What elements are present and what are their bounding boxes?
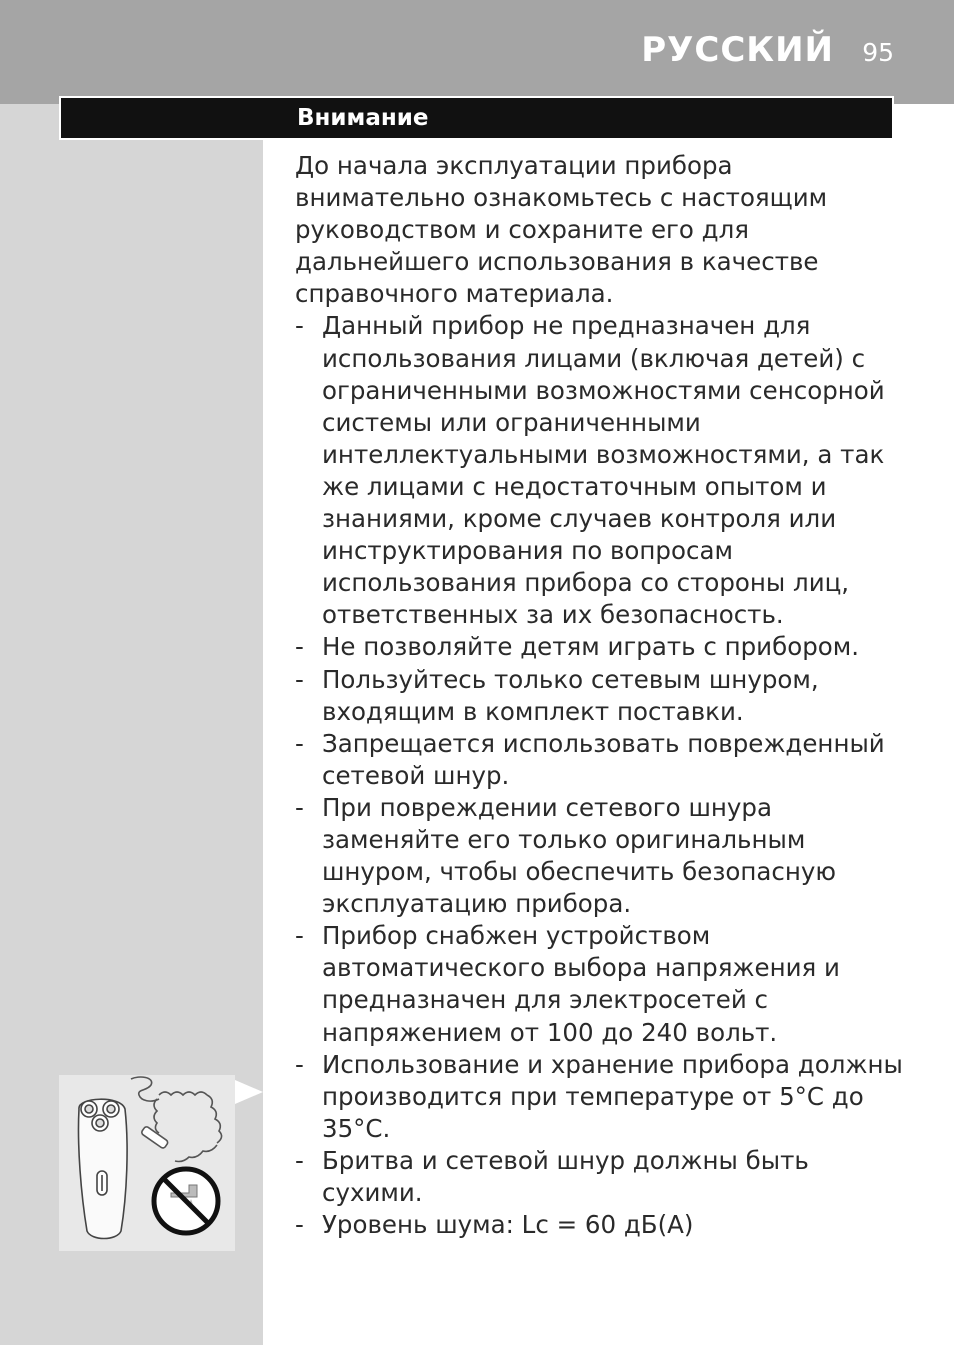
list-dash: -	[295, 921, 304, 951]
list-item-text: Прибор снабжен устройством автоматического выбора напряжения и предназначен для электросетей с напряжением от 100 до 240 вольт.	[322, 921, 840, 1047]
warnings-list	[295, 310, 905, 1241]
list-item-text: Пользуйтесь только сетевым шнуром, входящим в комплект поставки.	[322, 664, 819, 726]
list-item-text: Использование и хранение прибора должны производится при температуре от 5°C до 35°C.	[322, 1049, 903, 1143]
list-dash: -	[295, 1210, 304, 1240]
list-item-text: Данный прибор не предназначен для использования лицами (включая детей) с ограниченными возможностями сенсорной системы или ограниченными интеллектуальными возможностями, а так же лицами с недостаточным опытом и знаниями, кроме случаев контроля или инструктирования по вопросам использования прибора со стороны лиц, ответственных за их безопасность.	[322, 311, 885, 630]
list-item	[295, 1209, 905, 1241]
page-number: 95	[862, 38, 894, 67]
list-item	[295, 1049, 905, 1145]
language-title: РУССКИЙ	[641, 30, 834, 70]
list-dash: -	[295, 664, 304, 694]
list-dash: -	[295, 728, 304, 758]
list-item	[295, 631, 905, 663]
intro-paragraph: До начала эксплуатации прибора внимательно ознакомьтесь с настоящим руководством и сохраните его для дальнейшего использования в качестве справочного материала.	[295, 151, 828, 309]
list-item	[295, 728, 905, 792]
section-title: Внимание	[297, 105, 429, 131]
list-item-text: Бритва и сетевой шнур должны быть сухими.	[322, 1145, 809, 1207]
list-dash: -	[295, 1049, 304, 1079]
section-body	[295, 150, 905, 1241]
list-item-text: Не позволяйте детям играть с прибором.	[322, 632, 860, 662]
no-water-tap-icon	[154, 1169, 218, 1233]
list-item-text: Уровень шума: Lc = 60 дБ(A)	[322, 1210, 694, 1240]
illustration-svg	[59, 1075, 235, 1251]
list-item	[295, 920, 905, 1048]
list-dash: -	[295, 1145, 304, 1175]
list-dash: -	[295, 311, 304, 341]
list-item-text: Запрещается использовать поврежденный сетевой шнур.	[322, 728, 885, 790]
list-dash: -	[295, 792, 304, 822]
shaver-illustration	[59, 1075, 235, 1251]
list-item	[295, 664, 905, 728]
list-item	[295, 792, 905, 920]
coiled-cord-icon	[131, 1077, 222, 1162]
list-item-text: При повреждении сетевого шнура заменяйте его только оригинальным шнуром, чтобы обеспечить безопасную эксплуатацию прибора.	[322, 792, 836, 919]
section-header-bar	[59, 96, 894, 140]
list-dash: -	[295, 632, 304, 662]
figure-pointer	[235, 1080, 263, 1104]
shaver-icon	[78, 1099, 127, 1238]
list-item	[295, 310, 905, 631]
list-item	[295, 1145, 905, 1209]
